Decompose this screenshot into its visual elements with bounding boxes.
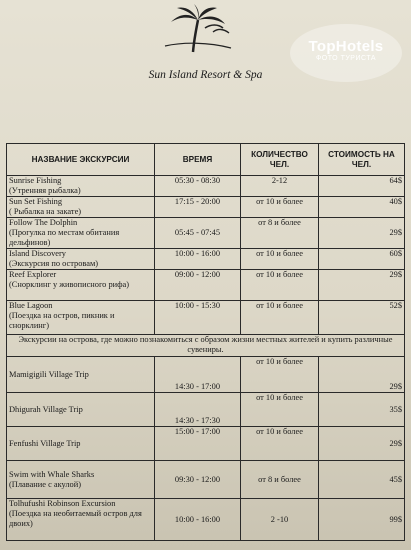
header-row bbox=[7, 144, 405, 176]
excursion-time: 10:00 - 16:00 bbox=[155, 499, 241, 541]
table-row bbox=[7, 176, 405, 197]
palm-tree-logo bbox=[163, 2, 233, 54]
excursion-price: 64$ bbox=[319, 176, 405, 197]
excursions-table bbox=[6, 143, 405, 541]
excursion-count: 2 -10 bbox=[241, 499, 319, 541]
excursion-name: Island Discovery bbox=[9, 249, 66, 258]
watermark-subtitle: ФОТО ТУРИСТА bbox=[315, 55, 377, 62]
excursion-price: 29$ bbox=[319, 357, 405, 393]
excursion-name-ru: (Утренняя рыбалка) bbox=[9, 186, 81, 195]
excursion-name-ru: (Снорклинг у живописного рифа) bbox=[9, 280, 130, 289]
excursion-time: 14:30 - 17:00 bbox=[155, 357, 241, 393]
excursion-price: 29$ bbox=[319, 270, 405, 301]
table-row bbox=[7, 461, 405, 499]
excursion-name: Mamigigili Village Trip bbox=[7, 357, 155, 393]
excursion-time: 14:30 - 17:30 bbox=[155, 393, 241, 427]
excursion-name-ru: (Прогулка по местам обитания дельфинов) bbox=[9, 228, 120, 247]
excursion-count: от 8 и более bbox=[241, 218, 319, 249]
excursion-count: от 10 и более bbox=[241, 301, 319, 335]
excursion-price: 40$ bbox=[319, 197, 405, 218]
column-header-time: ВРЕМЯ bbox=[155, 144, 241, 176]
excursion-name: Tolhufushi Robinson Excursion bbox=[9, 499, 116, 508]
excursion-count: от 10 и более bbox=[241, 357, 319, 393]
excursion-name: Sunrise Fishing bbox=[9, 176, 62, 185]
excursion-time: 17:15 - 20:00 bbox=[155, 197, 241, 218]
resort-name: Sun Island Resort & Spa bbox=[148, 69, 263, 81]
excursion-name: Sun Set Fishing bbox=[9, 197, 63, 206]
excursion-time: 15:00 - 17:00 bbox=[155, 427, 241, 461]
excursion-name: Dhigurah Village Trip bbox=[7, 393, 155, 427]
excursion-time: 10:00 - 15:30 bbox=[155, 301, 241, 335]
excursion-count: от 10 и более bbox=[241, 427, 319, 461]
excursion-count: от 10 и более bbox=[241, 249, 319, 270]
excursion-name: Reef Explorer bbox=[9, 270, 57, 279]
table-row bbox=[7, 270, 405, 301]
excursion-name: Follow The Dolphin bbox=[9, 218, 78, 227]
excursion-price: 60$ bbox=[319, 249, 405, 270]
excursion-price: 29$ bbox=[319, 218, 405, 249]
table-row bbox=[7, 301, 405, 335]
excursion-time: 09:00 - 12:00 bbox=[155, 270, 241, 301]
excursion-price: 52$ bbox=[319, 301, 405, 335]
note-row bbox=[7, 335, 405, 357]
column-header-name: НАЗВАНИЕ ЭКСКУРСИИ bbox=[7, 144, 155, 176]
excursion-price: 35$ bbox=[319, 393, 405, 427]
excursion-count: 2-12 bbox=[241, 176, 319, 197]
excursion-count: от 10 и более bbox=[241, 270, 319, 301]
watermark-brand: TopHotels bbox=[308, 38, 384, 55]
excursion-price: 29$ bbox=[319, 427, 405, 461]
column-header-price: СТОИМОСТЬ НА ЧЕЛ. bbox=[319, 144, 405, 176]
table-row bbox=[7, 218, 405, 249]
excursion-name-ru: (Экскурсия по островам) bbox=[9, 259, 99, 268]
table-row bbox=[7, 197, 405, 218]
excursion-name-ru: (Поездка на необитаемый остров для двоих) bbox=[9, 509, 142, 528]
excursion-count: от 10 и более bbox=[241, 393, 319, 427]
table-row bbox=[7, 357, 405, 393]
excursion-count: от 10 и более bbox=[241, 197, 319, 218]
excursion-name: Swim with Whale Sharks bbox=[9, 469, 95, 479]
excursion-name-ru: (Поездка на остров, пикник и снорклинг) bbox=[9, 311, 115, 330]
table-row bbox=[7, 393, 405, 427]
excursion-price: 45$ bbox=[319, 461, 405, 499]
excursion-name: Blue Lagoon bbox=[9, 301, 53, 310]
excursion-time: 10:00 - 16:00 bbox=[155, 249, 241, 270]
excursion-name-ru: ( Рыбалка на закате) bbox=[9, 207, 82, 216]
column-header-count: КОЛИЧЕСТВО ЧЕЛ. bbox=[241, 144, 319, 176]
excursion-count: от 8 и более bbox=[241, 461, 319, 499]
excursion-time: 09:30 - 12:00 bbox=[155, 461, 241, 499]
excursion-name-ru: (Плавание с акулой) bbox=[9, 479, 82, 489]
excursion-time: 05:30 - 08:30 bbox=[155, 176, 241, 197]
excursion-time: 05:45 - 07:45 bbox=[155, 218, 241, 249]
table-row bbox=[7, 427, 405, 461]
table-row bbox=[7, 499, 405, 541]
village-trips-note: Экскурсии на острова, где можно познакомиться с образом жизни местных жителей и купить различные сувениры. bbox=[7, 335, 405, 357]
excursion-name: Fenfushi Village Trip bbox=[7, 427, 155, 461]
table-row bbox=[7, 249, 405, 270]
excursion-price: 99$ bbox=[319, 499, 405, 541]
